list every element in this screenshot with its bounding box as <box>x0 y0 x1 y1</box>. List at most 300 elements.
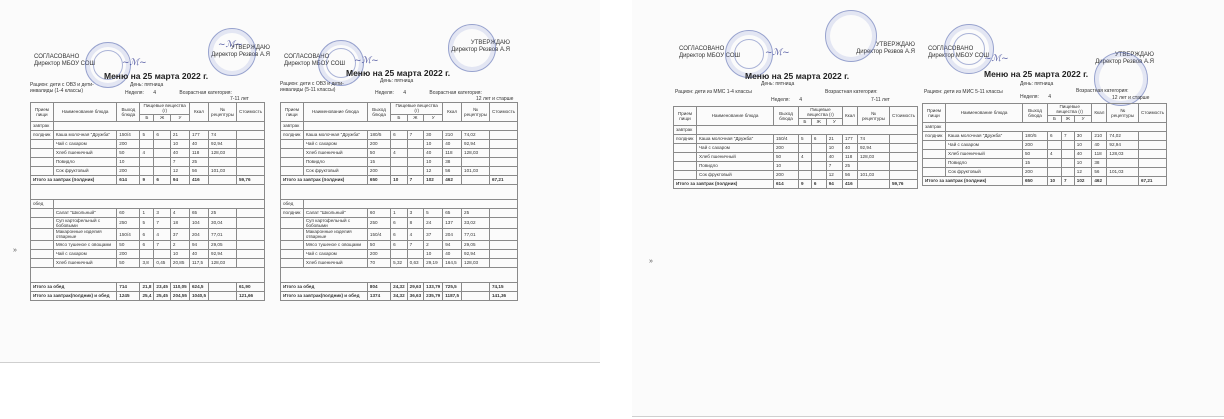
stamp-seal <box>208 28 256 76</box>
protein-cell <box>140 157 154 166</box>
menu-page-mms-small <box>675 32 925 222</box>
menu-page-big-ovz <box>280 40 525 340</box>
table-row <box>31 258 265 267</box>
carb-cell: 12 <box>1074 167 1092 176</box>
total-row <box>923 176 1167 185</box>
total-kcal: 462 <box>443 175 462 184</box>
total-row <box>674 179 918 188</box>
table-row <box>31 208 265 217</box>
header-meal: Прием пищи <box>281 103 304 122</box>
header-recipe: № рецептуры <box>858 107 890 126</box>
total-protein: 10 <box>1048 176 1062 185</box>
cost-cell <box>490 166 518 175</box>
carb-cell: 18 <box>170 217 189 229</box>
breakfast-rows <box>31 130 265 175</box>
fat-cell <box>1062 158 1075 167</box>
header-meal: Прием пищи <box>923 104 946 123</box>
meal-cell: завтрак <box>31 121 54 130</box>
table-row <box>674 134 918 143</box>
meal-cell <box>31 139 54 148</box>
carb-cell: 40 <box>826 152 842 161</box>
yield-cell: 150/4 <box>367 229 390 241</box>
week-label: Неделя: <box>125 90 144 96</box>
recipe-cell: 92,94 <box>858 143 890 152</box>
spacer-row <box>281 184 518 199</box>
total-label: Итого за обед <box>31 282 117 291</box>
cost-cell <box>889 170 917 179</box>
yield-cell: 50 <box>367 148 390 157</box>
fat-cell: 7 <box>407 130 424 139</box>
meal-cell: завтрак <box>674 125 697 134</box>
spacer-row <box>281 267 518 282</box>
recipe-cell: 128,03 <box>1107 149 1139 158</box>
yield-cell: 200 <box>367 166 390 175</box>
meal-cell <box>31 249 54 258</box>
fat-cell <box>154 157 171 166</box>
meal-cell: завтрак <box>923 122 946 131</box>
total-yield: 1374 <box>367 291 390 300</box>
total-label: Итого за завтрак (полдник) <box>674 179 774 188</box>
dish-cell: Чай с сахаром <box>53 249 116 258</box>
dish-cell: Повидло <box>697 161 774 170</box>
yield-cell: 50 <box>117 148 140 157</box>
section-row <box>31 199 265 208</box>
total-row <box>281 175 518 184</box>
table-row <box>674 170 918 179</box>
agreed-role: Директор МБОУ СОШ <box>284 60 346 67</box>
protein-cell: 1 <box>391 208 408 217</box>
protein-cell: 4 <box>1048 149 1062 158</box>
ration-label: Рацион: дети с ОВЗ и дети-инвалиды (5-11 классы) <box>280 81 344 93</box>
meal-cell <box>281 229 304 241</box>
carb-cell: 10 <box>424 157 443 166</box>
meal-cell <box>281 139 304 148</box>
protein-cell: 5 <box>140 130 154 139</box>
week-value: 4 <box>403 90 406 96</box>
header-cost: Стоимость <box>490 103 518 122</box>
cost-cell <box>490 258 518 267</box>
carb-cell: 4 <box>170 208 189 217</box>
header-recipe: № рецептуры <box>1107 104 1139 123</box>
cost-cell <box>490 240 518 249</box>
kcal-cell: 164,5 <box>443 258 462 267</box>
carb-cell: 40 <box>424 148 443 157</box>
dish-cell: Сок фруктовый <box>946 167 1023 176</box>
total-fat: 7 <box>1062 176 1075 185</box>
recipe-cell <box>858 161 890 170</box>
table-row <box>31 157 265 166</box>
total-fat: 23,45 <box>154 282 171 291</box>
total-label: Итого за завтрак (полдник) <box>31 175 117 184</box>
recipe-cell: 92,94 <box>1107 140 1139 149</box>
total-cost: 61,90 <box>237 282 265 291</box>
kcal-cell: 56 <box>443 166 462 175</box>
total-protein: 34,32 <box>391 291 408 300</box>
section-row <box>674 125 918 134</box>
recipe-cell: 33,02 <box>462 217 490 229</box>
recipe-cell: 74 <box>209 130 237 139</box>
yield-cell: 10 <box>117 157 140 166</box>
cost-cell <box>490 229 518 241</box>
section-row <box>31 121 265 130</box>
fat-cell <box>154 148 171 157</box>
dish-cell: Хлеб пшеничный <box>303 258 367 267</box>
section-row <box>281 199 518 208</box>
cost-cell <box>237 139 265 148</box>
fat-cell <box>811 152 826 161</box>
fat-cell <box>407 249 424 258</box>
total-protein: 25,4 <box>140 291 154 300</box>
total-kcal: 416 <box>189 175 208 184</box>
dish-cell: Чай с сахаром <box>53 139 116 148</box>
carb-cell: 10 <box>1074 158 1092 167</box>
dish-cell: Сок фруктовый <box>53 166 116 175</box>
yield-cell: 200 <box>367 139 390 148</box>
fat-cell <box>811 170 826 179</box>
total-carb: 94 <box>826 179 842 188</box>
stamp-seal-inner <box>734 39 764 69</box>
yield-cell: 150/4 <box>774 134 799 143</box>
protein-cell: 4 <box>799 152 812 161</box>
carb-cell: 10 <box>826 143 842 152</box>
fat-cell <box>1062 167 1075 176</box>
total-yield: 614 <box>117 175 140 184</box>
meal-cell: обед <box>31 199 54 208</box>
meal-cell <box>31 240 54 249</box>
agreed-role: Директор МБОУ СОШ <box>679 52 741 59</box>
stray-mark: » <box>13 247 17 254</box>
yield-cell: 180/5 <box>367 130 390 139</box>
header-b: Б <box>799 118 812 125</box>
kcal-cell: 40 <box>842 143 857 152</box>
recipe-cell: 29,05 <box>209 240 237 249</box>
dish-cell: Повидло <box>303 157 367 166</box>
kcal-cell: 25 <box>189 157 208 166</box>
total-label: Итого за завтрак(полдник) и обед <box>31 291 117 300</box>
agreed-label: СОГЛАСОВАНО <box>284 54 330 60</box>
recipe-cell: 74,02 <box>462 130 490 139</box>
signature: ~ℳ~ <box>984 54 1009 64</box>
age-value: 7-11 лет <box>871 97 890 103</box>
cost-cell <box>237 229 265 241</box>
total-fat: 25,45 <box>154 291 171 300</box>
yield-cell: 60 <box>367 208 390 217</box>
age-label: Возрастная категория: <box>179 90 232 96</box>
day-label: День: <box>380 78 393 84</box>
menu-page-mms-big <box>924 32 1174 222</box>
total-row <box>281 291 518 300</box>
meal-cell <box>31 148 54 157</box>
recipe-cell: 128,03 <box>209 148 237 157</box>
cost-cell <box>1138 167 1166 176</box>
carb-cell: 2 <box>170 240 189 249</box>
protein-cell <box>1048 140 1062 149</box>
section-row <box>923 122 1167 131</box>
dish-cell: Чай с сахаром <box>697 143 774 152</box>
director-name: Директор Резвов А.Я <box>451 46 510 53</box>
header-meal: Прием пищи <box>674 107 697 126</box>
day-label: День: <box>130 82 143 88</box>
header-nutrients: Пищевые вещества (г) <box>1048 104 1092 116</box>
week-value: 4 <box>1048 94 1051 100</box>
dish-cell: Каша молочная "Дружба" <box>697 134 774 143</box>
protein-cell <box>391 166 408 175</box>
meal-cell <box>281 166 304 175</box>
meal-cell: обед <box>281 199 304 208</box>
yield-cell: 200 <box>367 249 390 258</box>
recipe-cell: 128,03 <box>209 258 237 267</box>
stray-mark: » <box>649 258 653 265</box>
cost-cell <box>889 134 917 143</box>
recipe-cell: 30,04 <box>209 217 237 229</box>
table-row <box>281 139 518 148</box>
fat-cell: 0,63 <box>407 258 424 267</box>
day-value: пятница <box>144 82 164 88</box>
table-row <box>923 149 1167 158</box>
protein-cell <box>799 161 812 170</box>
kcal-cell: 65 <box>443 208 462 217</box>
meal-cell <box>31 217 54 229</box>
total-cost: 67,21 <box>1138 176 1166 185</box>
kcal-cell: 137 <box>443 217 462 229</box>
breakfast-rows <box>923 131 1167 176</box>
carb-cell: 10 <box>424 249 443 258</box>
header-u: У <box>424 114 443 121</box>
meal-cell <box>281 258 304 267</box>
ration-label: Рацион: дети из МИС 5-11 классы <box>924 89 1003 95</box>
table-row <box>31 148 265 157</box>
ration-label: Рацион: дети из ММС 1-4 классы <box>675 89 752 95</box>
total-recipe <box>209 282 237 291</box>
total-kcal: 1040,5 <box>189 291 208 300</box>
header-kcal: Ккал <box>443 103 462 122</box>
protein-cell: 6 <box>140 229 154 241</box>
fat-cell: 4 <box>407 229 424 241</box>
header-meal: Прием пищи <box>31 103 54 122</box>
header-zh: Ж <box>1062 115 1075 122</box>
yield-cell: 150/4 <box>117 130 140 139</box>
total-recipe <box>209 291 237 300</box>
header-recipe: № рецептуры <box>209 103 237 122</box>
meal-cell: полдник <box>674 134 697 143</box>
week-value: 4 <box>153 90 156 96</box>
kcal-cell: 210 <box>1092 131 1107 140</box>
total-recipe <box>462 291 490 300</box>
week-label: Неделя: <box>1020 94 1039 100</box>
carb-cell: 10 <box>424 139 443 148</box>
header-yield: Выход блюда <box>1023 104 1048 123</box>
dish-cell: Хлеб пшеничный <box>53 258 116 267</box>
approve-label: УТВЕРЖДАЮ <box>875 42 915 48</box>
dish-cell: Хлеб пшеничный <box>53 148 116 157</box>
recipe-cell: 92,94 <box>462 139 490 148</box>
day-value: пятница <box>394 78 414 84</box>
total-yield: 714 <box>117 282 140 291</box>
fat-cell <box>407 148 424 157</box>
cost-cell <box>237 249 265 258</box>
yield-cell: 200 <box>117 139 140 148</box>
cost-cell <box>490 217 518 229</box>
approve-label: УТВЕРЖДАЮ <box>1114 52 1154 58</box>
fat-cell <box>811 143 826 152</box>
carb-cell: 21 <box>170 130 189 139</box>
menu-title: Меню на 25 марта 2022 г. <box>984 69 1089 79</box>
spacer-row <box>31 184 265 199</box>
table-row <box>923 140 1167 149</box>
total-fat: 6 <box>811 179 826 188</box>
fat-cell <box>154 166 171 175</box>
table-row <box>31 229 265 241</box>
yield-cell: 10 <box>774 161 799 170</box>
total-row <box>281 282 518 291</box>
total-kcal: 725,5 <box>443 282 462 291</box>
total-recipe <box>462 282 490 291</box>
kcal-cell: 118 <box>1092 149 1107 158</box>
header-cost: Стоимость <box>889 107 917 126</box>
yield-cell: 70 <box>367 258 390 267</box>
kcal-cell: 104 <box>189 217 208 229</box>
header-b: Б <box>391 114 408 121</box>
protein-cell: 4 <box>140 148 154 157</box>
table-row <box>281 229 518 241</box>
cost-cell <box>490 208 518 217</box>
recipe-cell: 92,94 <box>462 249 490 258</box>
total-cost: 67,21 <box>490 175 518 184</box>
yield-cell: 180/5 <box>1023 131 1048 140</box>
recipe-cell <box>462 157 490 166</box>
fat-cell <box>154 249 171 258</box>
signature: ~ℳ~ <box>354 56 379 66</box>
week-label: Неделя: <box>375 90 394 96</box>
total-label: Итого за завтрак (полдник) <box>281 175 368 184</box>
total-kcal: 416 <box>842 179 857 188</box>
total-fat: 29,63 <box>407 282 424 291</box>
table-row <box>281 148 518 157</box>
total-yield: 804 <box>367 282 390 291</box>
total-carb: 110,05 <box>170 282 189 291</box>
fat-cell <box>407 139 424 148</box>
total-carb: 204,55 <box>170 291 189 300</box>
total-cost: 59,76 <box>889 179 917 188</box>
kcal-cell: 118 <box>443 148 462 157</box>
week-label: Неделя: <box>771 97 790 103</box>
kcal-cell: 204 <box>189 229 208 241</box>
cost-cell <box>490 249 518 258</box>
cost-cell <box>889 152 917 161</box>
dish-cell: Сок фруктовый <box>303 166 367 175</box>
agreed-label: СОГЛАСОВАНО <box>679 46 725 52</box>
carb-cell: 7 <box>826 161 842 170</box>
table-row <box>281 240 518 249</box>
dish-cell: Мясо тушеное с овощами <box>303 240 367 249</box>
protein-cell: 5 <box>140 217 154 229</box>
fat-cell: 3 <box>154 208 171 217</box>
table-row <box>31 217 265 229</box>
protein-cell: 3,8 <box>140 258 154 267</box>
meal-cell: полдник <box>281 208 304 217</box>
age-label: Возрастная категория: <box>1076 88 1129 94</box>
meal-cell <box>281 240 304 249</box>
dish-cell: Чай с сахаром <box>946 140 1023 149</box>
stamp-seal-inner <box>953 33 985 65</box>
dish-cell: Хлеб пшеничный <box>303 148 367 157</box>
header-u: У <box>826 118 842 125</box>
stamp-seal <box>448 24 496 72</box>
header-kcal: Ккал <box>189 103 208 122</box>
fat-cell: 7 <box>1062 131 1075 140</box>
cost-cell <box>237 166 265 175</box>
recipe-cell: 77,01 <box>462 229 490 241</box>
breakfast-rows <box>674 134 918 179</box>
dinner-rows <box>31 208 265 267</box>
section-row <box>281 121 518 130</box>
header-cost: Стоимость <box>1138 104 1166 123</box>
kcal-cell: 94 <box>443 240 462 249</box>
total-carb: 133,79 <box>424 282 443 291</box>
kcal-cell: 40 <box>1092 140 1107 149</box>
total-fat: 7 <box>407 175 424 184</box>
dish-cell: Повидло <box>53 157 116 166</box>
fat-cell <box>1062 140 1075 149</box>
table-row <box>281 130 518 139</box>
protein-cell: 6 <box>391 240 408 249</box>
recipe-cell: 101,03 <box>1107 167 1139 176</box>
header-yield: Выход блюда <box>367 103 390 122</box>
dish-cell: Салат "Школьный" <box>53 208 116 217</box>
cost-cell <box>490 148 518 157</box>
recipe-cell: 25 <box>209 208 237 217</box>
approve-label: УТВЕРЖДАЮ <box>470 40 510 46</box>
menu-title: Меню на 25 марта 2022 г. <box>104 71 209 81</box>
recipe-cell: 101,03 <box>462 166 490 175</box>
table-row <box>31 240 265 249</box>
dish-cell: Чай с сахаром <box>303 249 367 258</box>
total-cost: 74,15 <box>490 282 518 291</box>
meal-cell <box>31 208 54 217</box>
fat-cell <box>1062 149 1075 158</box>
approve-label: УТВЕРЖДАЮ <box>230 45 270 51</box>
carb-cell: 12 <box>170 166 189 175</box>
age-value: 7-11 лет <box>230 96 249 102</box>
yield-cell: 200 <box>774 143 799 152</box>
dish-cell: Салат "Школьный" <box>303 208 367 217</box>
total-carb: 102 <box>424 175 443 184</box>
protein-cell <box>391 157 408 166</box>
signature: ~ℳ~ <box>218 40 243 50</box>
total-label: Итого за завтрак(полдник) и обед <box>281 291 368 300</box>
table-row <box>923 158 1167 167</box>
protein-cell <box>1048 158 1062 167</box>
recipe-cell: 101,03 <box>858 170 890 179</box>
meal-cell <box>923 158 946 167</box>
age-label: Возрастная категория: <box>429 90 482 96</box>
kcal-cell: 117,5 <box>189 258 208 267</box>
header-u: У <box>1074 115 1092 122</box>
meal-cell <box>31 258 54 267</box>
kcal-cell: 40 <box>189 249 208 258</box>
kcal-cell: 40 <box>189 139 208 148</box>
meal-cell <box>281 249 304 258</box>
total-recipe <box>209 175 237 184</box>
recipe-cell: 77,01 <box>209 229 237 241</box>
recipe-cell: 92,94 <box>209 139 237 148</box>
menu-page-small-ovz <box>30 40 275 340</box>
total-yield: 650 <box>367 175 390 184</box>
carb-cell: 7 <box>170 157 189 166</box>
fat-cell: 7 <box>154 240 171 249</box>
meal-cell: полдник <box>281 130 304 139</box>
header-u: У <box>170 114 189 121</box>
